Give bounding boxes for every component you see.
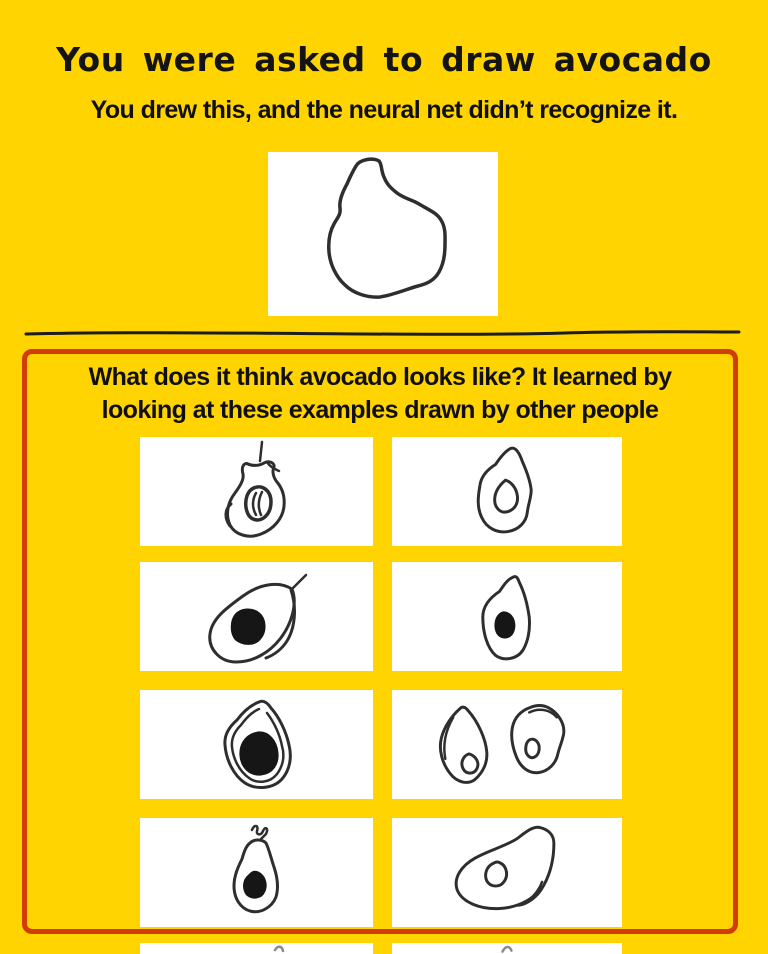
example-card <box>140 562 373 671</box>
example-card <box>392 562 622 671</box>
example-sketch-2 <box>392 437 622 546</box>
example-sketch-4 <box>392 562 622 671</box>
example-sketch-10 <box>392 943 622 954</box>
example-card <box>392 943 622 954</box>
example-card <box>392 437 622 546</box>
page-title: You were asked to draw avocado <box>56 40 712 79</box>
examples-caption-line-2: looking at these examples drawn by other people <box>101 396 659 424</box>
example-card <box>140 943 373 954</box>
example-sketch-3 <box>140 562 373 671</box>
example-card <box>392 690 622 799</box>
example-sketch-7 <box>140 818 373 927</box>
example-sketch-9 <box>140 943 373 954</box>
examples-caption <box>27 361 733 427</box>
example-sketch-5 <box>140 690 373 799</box>
example-card <box>140 690 373 799</box>
example-sketch-1 <box>140 437 373 546</box>
example-card <box>140 818 373 927</box>
examples-caption-line-1: What does it think avocado looks like? It learned by <box>88 363 672 391</box>
example-sketch-6 <box>392 690 622 799</box>
hand-drawn-divider <box>0 326 768 340</box>
example-sketch-8 <box>392 818 622 927</box>
user-drawing-sketch <box>268 152 498 316</box>
user-drawing-card <box>268 152 498 316</box>
example-card <box>392 818 622 927</box>
examples-panel <box>22 349 738 934</box>
example-card <box>140 437 373 546</box>
page-subtitle: You drew this, and the neural net didn’t recognize it. <box>90 96 678 124</box>
